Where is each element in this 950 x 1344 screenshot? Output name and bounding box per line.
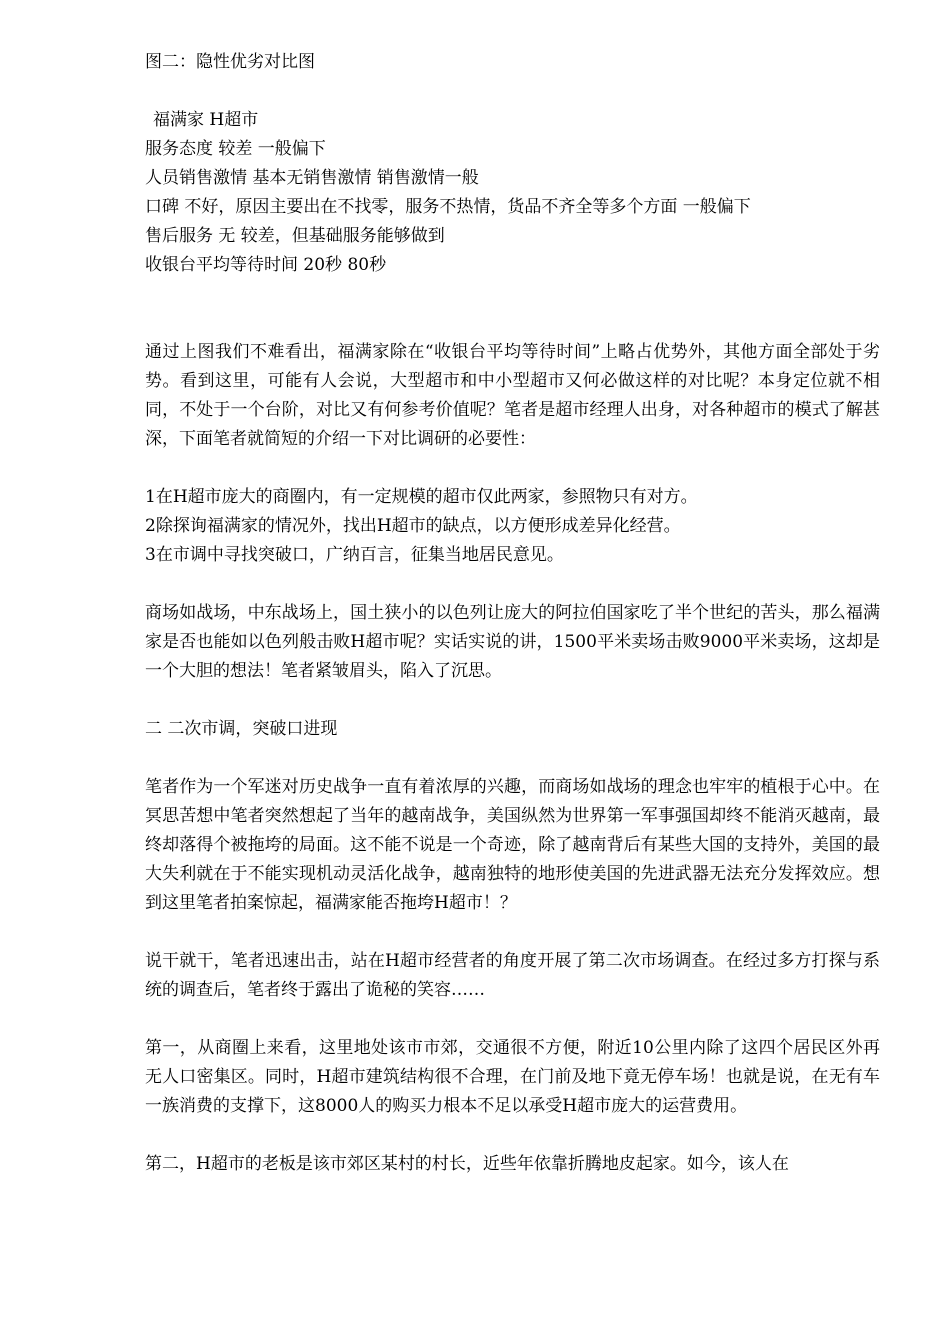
spacer	[145, 570, 880, 599]
comparison-table-header: 福满家 H超市	[153, 110, 259, 130]
reason-item-1: 1在H超市庞大的商圈内，有一定规模的超市仅此两家，参照物只有对方。	[145, 487, 698, 507]
spacer	[145, 1121, 880, 1150]
reason-item-2: 2除探询福满家的情况外，找出H超市的缺点，以方便形成差异化经营。	[145, 516, 681, 536]
document-page	[145, 48, 880, 1179]
comparison-row-reputation: 口碑 不好，原因主要出在不找零，服务不热情，货品不齐全等多个方面 一般偏下	[145, 197, 751, 217]
comparison-table	[145, 106, 880, 280]
point-two-paragraph: 第二，H超市的老板是该市郊区某村的村长，近些年依靠折腾地皮起家。如今，该人在	[145, 1154, 789, 1174]
spacer	[145, 744, 880, 773]
spacer	[145, 686, 880, 715]
spacer	[145, 454, 880, 483]
comparison-row-after-sales: 售后服务 无 较差，但基础服务能够做到	[145, 226, 445, 246]
spacer	[145, 280, 880, 338]
comparison-row-sales-passion: 人员销售激情 基本无销售激情 销售激情一般	[145, 168, 479, 188]
figure-title: 图二：隐性优劣对比图	[145, 52, 315, 72]
second-survey-paragraph: 说干就干，笔者迅速出击，站在H超市经营者的角度开展了第二次市场调查。在经过多方打探与系统的调查后，笔者终于露出了诡秘的笑容……	[145, 951, 880, 1000]
spacer	[145, 1005, 880, 1034]
comparison-row-checkout-wait: 收银台平均等待时间 20秒 80秒	[145, 255, 387, 275]
spacer	[145, 918, 880, 947]
comparison-row-service-attitude: 服务态度 较差 一般偏下	[145, 139, 326, 159]
point-one-paragraph: 第一，从商圈上来看，这里地处该市市郊，交通很不方便，附近10公里内除了这四个居民区外再无人口密集区。同时，H超市建筑结构很不合理，在门前及地下竟无停车场！也就是说，在无有车一族消费的支撑下，这8000人的购买力根本不足以承受H超市庞大的运营费用。	[145, 1038, 880, 1116]
reason-item-3: 3在市调中寻找突破口，广纳百言，征集当地居民意见。	[145, 545, 564, 565]
vietnam-paragraph: 笔者作为一个军迷对历史战争一直有着浓厚的兴趣，而商场如战场的理念也牢牢的植根于心中。在冥思苦想中笔者突然想起了当年的越南战争，美国纵然为世界第一军事强国却终不能消灭越南，最终却落得个被拖垮的局面。这不能不说是一个奇迹，除了越南背后有某些大国的支持外，美国的最大失利就在于不能实现机动灵活化战争，越南独特的地形使美国的先进武器无法充分发挥效应。想到这里笔者拍案惊起，福满家能否拖垮H超市！？	[145, 777, 880, 913]
spacer	[145, 77, 880, 106]
section-heading: 二 二次市调，突破口进现	[145, 719, 338, 739]
reasons-list	[145, 483, 880, 570]
battlefield-paragraph: 商场如战场，中东战场上，国土狭小的以色列让庞大的阿拉伯国家吃了半个世纪的苦头，那么福满家是否也能如以色列般击败H超市呢？实话实说的讲，1500平米卖场击败9000平米卖场，这却是一个大胆的想法！笔者紧皱眉头，陷入了沉思。	[145, 603, 880, 681]
analysis-paragraph: 通过上图我们不难看出，福满家除在“收银台平均等待时间”上略占优势外，其他方面全部处于劣势。看到这里，可能有人会说，大型超市和中小型超市又何必做这样的对比呢？本身定位就不相同，不处于一个台阶，对比又有何参考价值呢？笔者是超市经理人出身，对各种超市的模式了解甚深，下面笔者就简短的介绍一下对比调研的必要性：	[145, 342, 880, 449]
